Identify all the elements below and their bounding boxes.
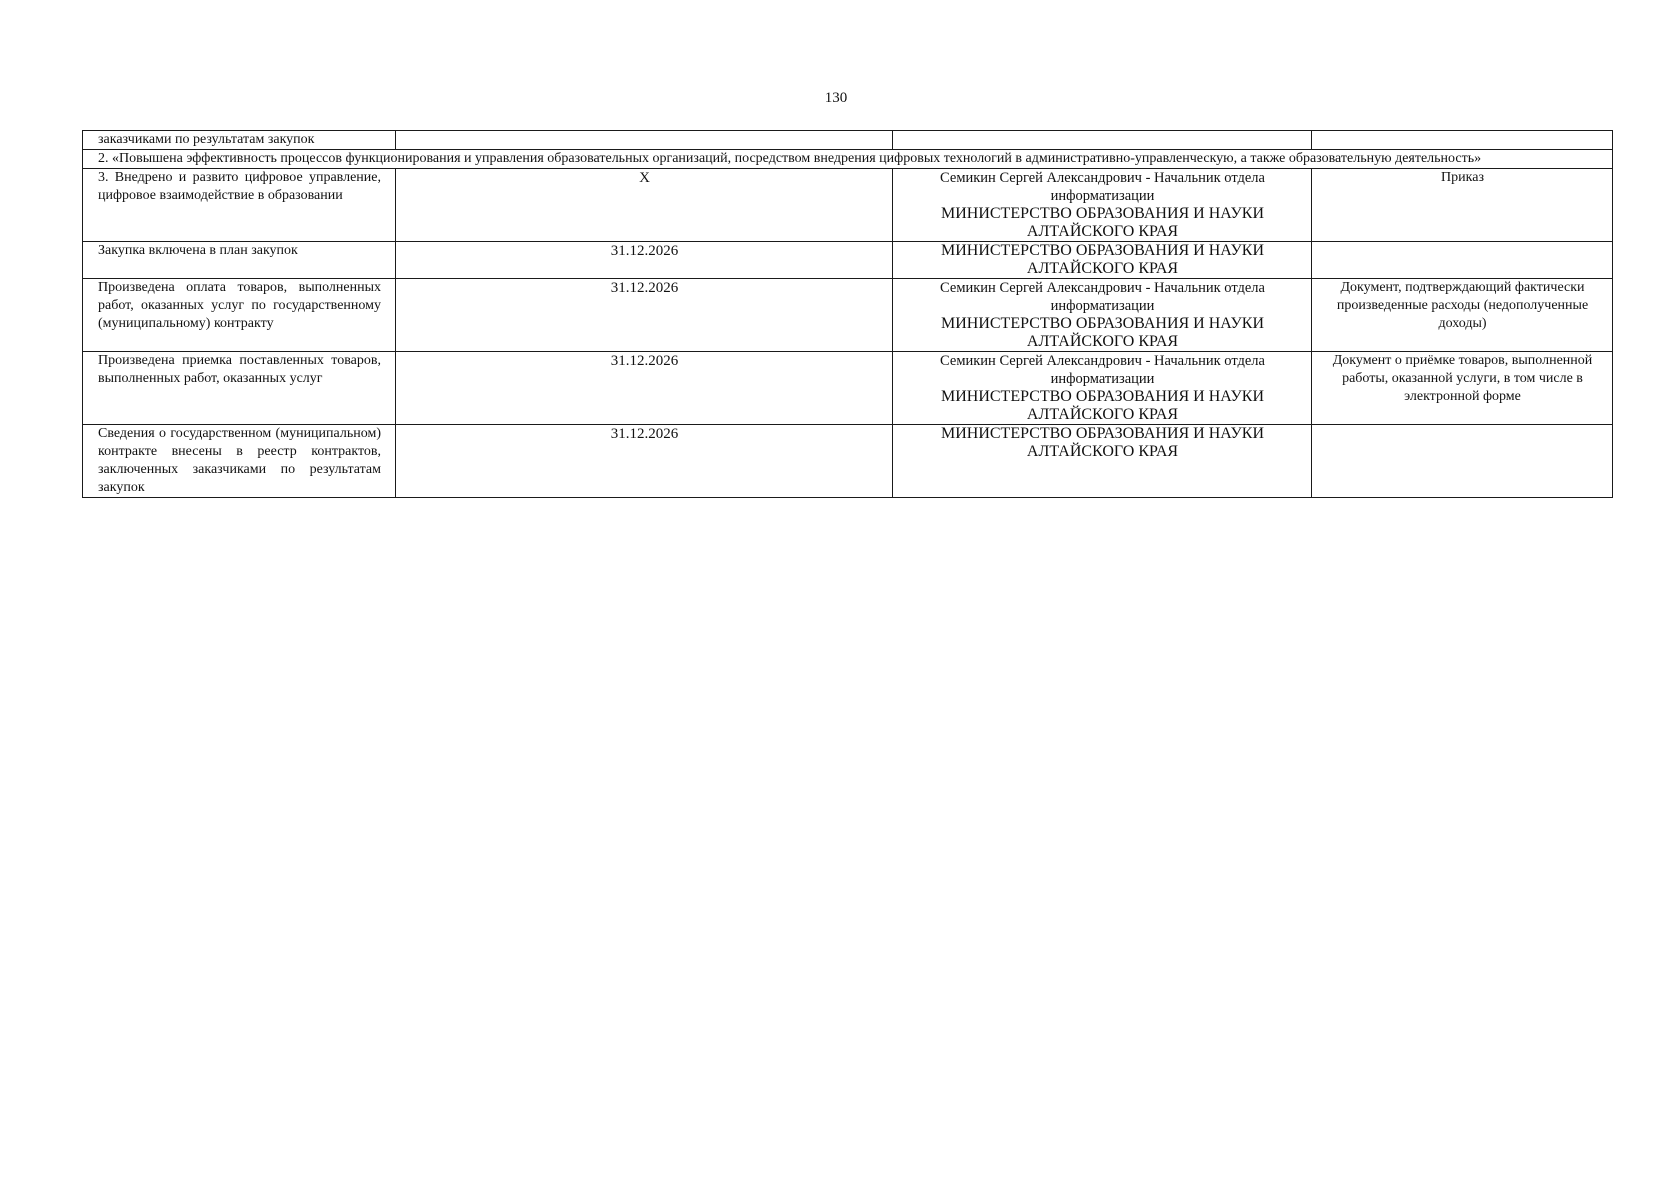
description-cell: Произведена оплата товаров, выполненных работ, оказанных услуг по государственному (муниципальному) контракту	[83, 279, 396, 352]
responsible-organization: МИНИСТЕРСТВО ОБРАЗОВАНИЯ И НАУКИ АЛТАЙСКОГО КРАЯ	[940, 388, 1264, 423]
document-type-cell	[1312, 131, 1613, 150]
document-type-cell	[1312, 242, 1613, 279]
responsible-cell	[893, 279, 1312, 352]
responsible-cell	[893, 352, 1312, 425]
table-section-row	[83, 150, 1613, 169]
description-cell: Произведена приемка поставленных товаров, выполненных работ, оказанных услуг	[83, 352, 396, 425]
date-cell: 31.12.2026	[396, 279, 893, 352]
page-number: 130	[824, 90, 848, 106]
description-cell: заказчиками по результатам закупок	[83, 131, 396, 150]
table-row	[83, 425, 1613, 498]
document-type-cell: Приказ	[1312, 169, 1613, 242]
description-cell: Закупка включена в план закупок	[83, 242, 396, 279]
responsible-person: Семикин Сергей Александрович - Начальник отдела информатизации	[940, 280, 1265, 314]
table-row	[83, 169, 1613, 242]
document-type-cell	[1312, 425, 1613, 498]
responsible-organization: МИНИСТЕРСТВО ОБРАЗОВАНИЯ И НАУКИ АЛТАЙСКОГО КРАЯ	[940, 425, 1264, 460]
responsible-cell	[893, 242, 1312, 279]
description-cell: 3. Внедрено и развито цифровое управление, цифровое взаимодействие в образовании	[83, 169, 396, 242]
responsible-cell	[893, 131, 1312, 150]
table-row-continuation	[83, 131, 1613, 150]
table-row	[83, 279, 1613, 352]
control-points-table	[82, 130, 1613, 498]
responsible-person: Семикин Сергей Александрович - Начальник отдела информатизации	[940, 170, 1265, 204]
document-type-cell: Документ, подтверждающий фактически произведенные расходы (недополученные доходы)	[1312, 279, 1613, 352]
table-row	[83, 242, 1613, 279]
date-cell	[396, 131, 893, 150]
responsible-cell	[893, 425, 1312, 498]
responsible-organization: МИНИСТЕРСТВО ОБРАЗОВАНИЯ И НАУКИ АЛТАЙСКОГО КРАЯ	[940, 205, 1264, 240]
description-cell: Сведения о государственном (муниципальном) контракте внесены в реестр контрактов, заключенных заказчиками по результатам закупок	[83, 425, 396, 498]
date-cell: 31.12.2026	[396, 425, 893, 498]
responsible-organization: МИНИСТЕРСТВО ОБРАЗОВАНИЯ И НАУКИ АЛТАЙСКОГО КРАЯ	[940, 315, 1264, 350]
section-heading: 2. «Повышена эффективность процессов функционирования и управления образовательных организаций, посредством внедрения цифровых технологий в административно-управленческую, а также образовательную деятельность»	[83, 150, 1613, 169]
date-cell: 31.12.2026	[396, 242, 893, 279]
date-cell: X	[396, 169, 893, 242]
responsible-organization: МИНИСТЕРСТВО ОБРАЗОВАНИЯ И НАУКИ АЛТАЙСКОГО КРАЯ	[940, 242, 1264, 277]
document-type-cell: Документ о приёмке товаров, выполненной работы, оказанной услуги, в том числе в электронной форме	[1312, 352, 1613, 425]
table-row	[83, 352, 1613, 425]
date-cell: 31.12.2026	[396, 352, 893, 425]
responsible-cell	[893, 169, 1312, 242]
responsible-person: Семикин Сергей Александрович - Начальник отдела информатизации	[940, 353, 1265, 387]
